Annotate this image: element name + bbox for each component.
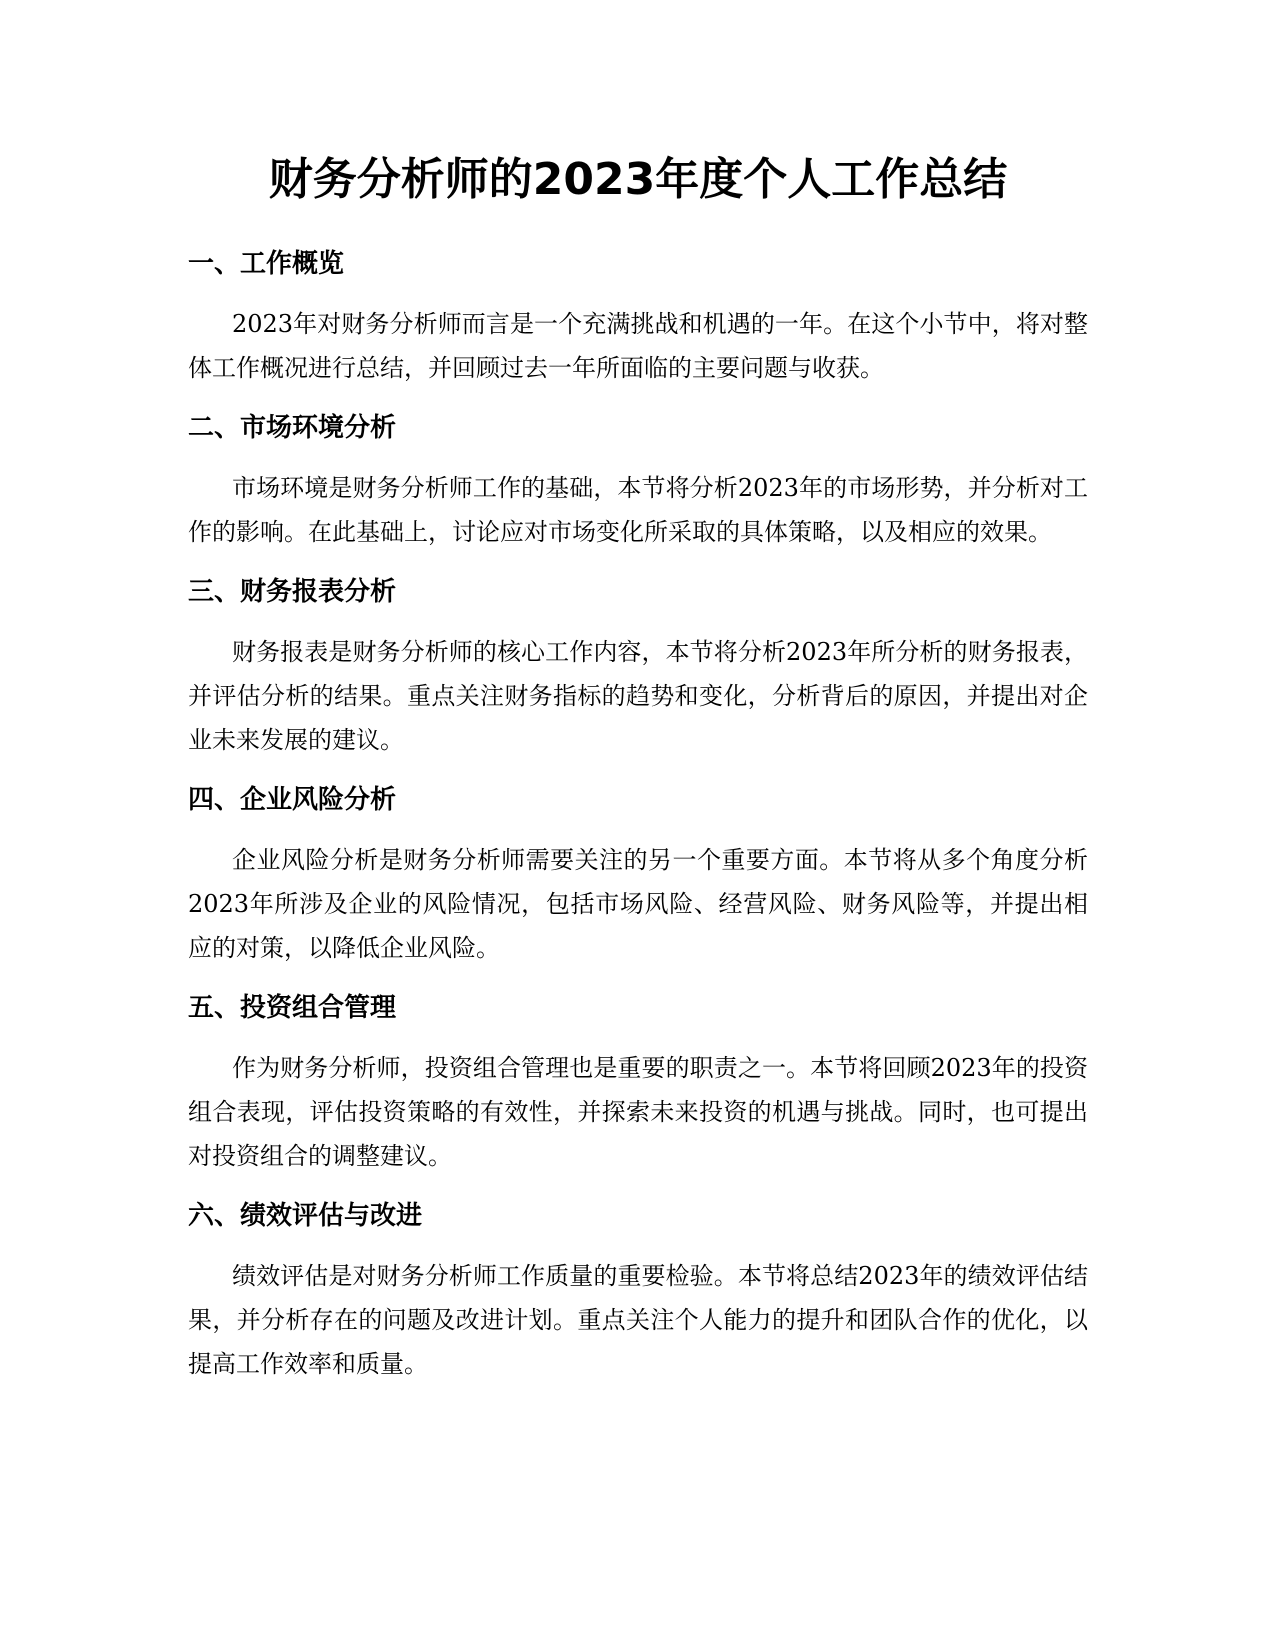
section-enterprise-risk (188, 780, 1088, 970)
section-financial-statements (188, 572, 1088, 762)
section-paragraph: 绩效评估是对财务分析师工作质量的重要检验。本节将总结2023年的绩效评估结果，并分析存在的问题及改进计划。重点关注个人能力的提升和团队合作的优化，以提高工作效率和质量。 (188, 1262, 1088, 1378)
section-paragraph: 作为财务分析师，投资组合管理也是重要的职责之一。本节将回顾2023年的投资组合表现，评估投资策略的有效性，并探索未来投资的机遇与挑战。同时，也可提出对投资组合的调整建议。 (188, 1054, 1088, 1170)
section-paragraph: 2023年对财务分析师而言是一个充满挑战和机遇的一年。在这个小节中，将对整体工作概况进行总结，并回顾过去一年所面临的主要问题与收获。 (188, 310, 1088, 382)
section-heading: 六、绩效评估与改进 (188, 1201, 423, 1231)
section-paragraph: 市场环境是财务分析师工作的基础，本节将分析2023年的市场形势，并分析对工作的影响。在此基础上，讨论应对市场变化所采取的具体策略，以及相应的效果。 (188, 474, 1088, 546)
section-heading: 四、企业风险分析 (188, 785, 397, 815)
section-work-overview (188, 244, 1088, 390)
section-performance-review (188, 1196, 1088, 1386)
section-paragraph: 企业风险分析是财务分析师需要关注的另一个重要方面。本节将从多个角度分析2023年所涉及企业的风险情况，包括市场风险、经营风险、财务风险等，并提出相应的对策，以降低企业风险。 (188, 846, 1088, 962)
section-heading: 三、财务报表分析 (188, 577, 397, 607)
document-sections (188, 244, 1088, 1404)
section-heading: 一、工作概览 (188, 249, 345, 279)
section-paragraph: 财务报表是财务分析师的核心工作内容，本节将分析2023年所分析的财务报表，并评估分析的结果。重点关注财务指标的趋势和变化，分析背后的原因，并提出对企业未来发展的建议。 (188, 638, 1088, 754)
section-heading: 二、市场环境分析 (188, 413, 397, 443)
document-title: 财务分析师的2023年度个人工作总结 (268, 154, 1008, 205)
section-market-environment (188, 408, 1088, 554)
section-heading: 五、投资组合管理 (188, 993, 397, 1023)
section-portfolio-management (188, 988, 1088, 1178)
